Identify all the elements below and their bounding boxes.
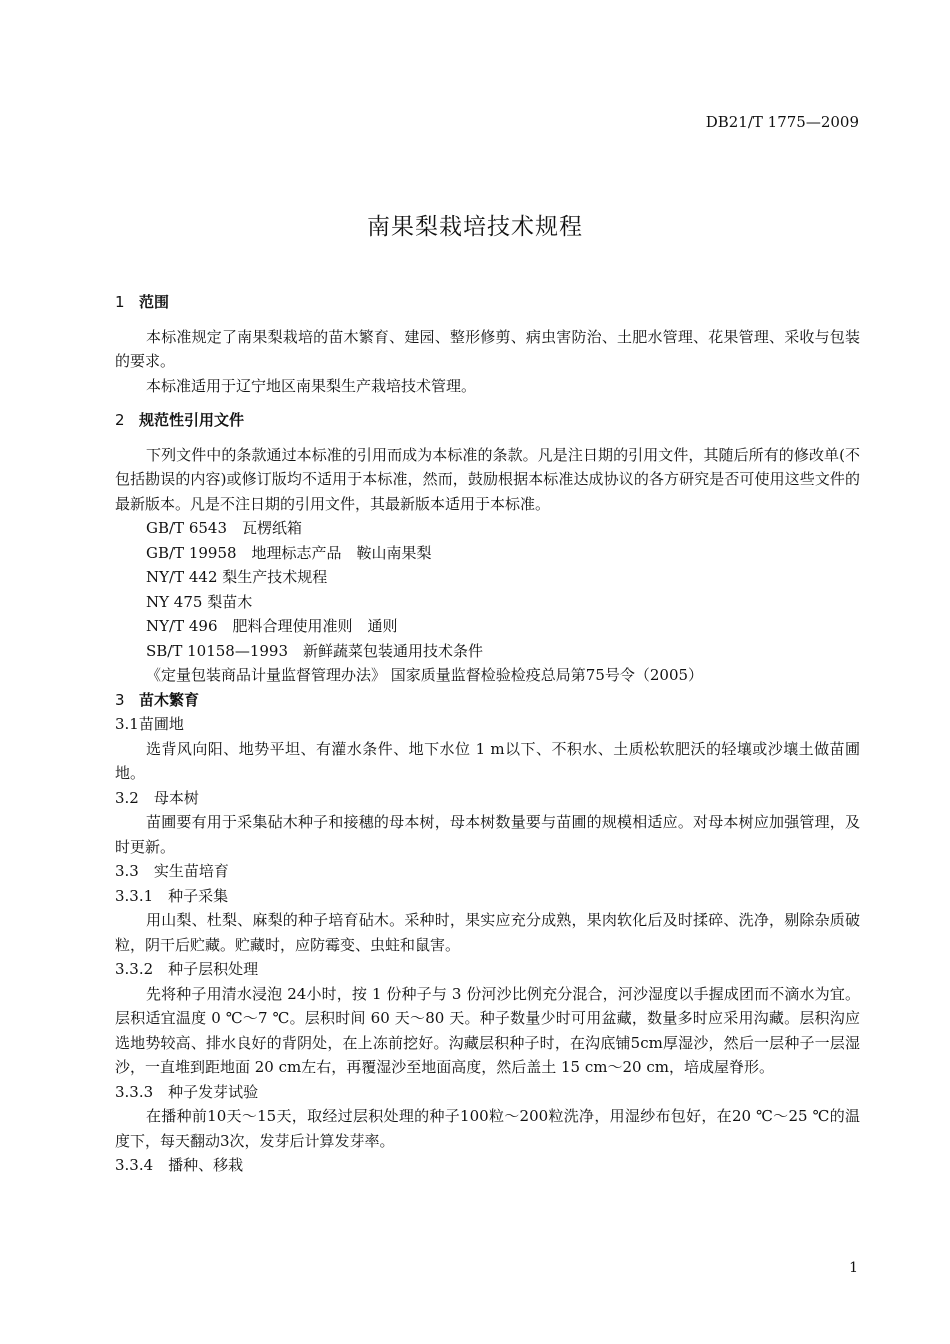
document-code: DB21/T 1775—2009: [705, 113, 859, 131]
paragraph: 本标准规定了南果梨栽培的苗木繁育、建园、整形修剪、病虫害防治、土肥水管理、花果管理、采收与包装的要求。: [115, 327, 860, 370]
subsection-heading: 3.1苗圃地: [115, 715, 184, 733]
paragraph: 本标准适用于辽宁地区南果梨生产栽培技术管理。: [146, 376, 477, 395]
document-body: [115, 290, 860, 1178]
section-number: 1: [115, 293, 125, 311]
section-3-heading: [115, 688, 860, 713]
section-title: 范围: [139, 293, 170, 311]
paragraph: 苗圃要有用于采集砧木种子和接穗的母本树，母本树数量要与苗圃的规模相适应。对母本树应加强管理，及时更新。: [115, 813, 860, 856]
section-title: 规范性引用文件: [139, 411, 245, 429]
reference-item: GB/T 6543 瓦楞纸箱: [146, 519, 303, 537]
section-2-heading: [115, 408, 860, 433]
paragraph: 先将种子用清水浸泡 24小时，按 1 份种子与 3 份河沙比例充分混合，河沙湿度以手握成团而不滴水为宜。层积适宜温度 0 ℃～7 ℃。层积时间 60 天～80 天。种子数量少时可用盆藏，数量多时应采用沟藏。层积沟应选地势较高、排水良好的背阴处，在上冻前挖好。沟藏层积种子时，在沟底铺5cm厚湿沙，然后一层种子一层湿沙，一直堆到距地面 20 cm左右，再覆湿沙至地面高度，然后盖土 15 cm～20 cm，培成屋脊形。: [115, 984, 860, 1076]
reference-item: GB/T 19958 地理标志产品 鞍山南果梨: [146, 543, 432, 562]
subsection-heading: 3.3.3 种子发芽试验: [115, 1082, 259, 1101]
subsection-heading: 3.3 实生苗培育: [115, 862, 229, 880]
paragraph: 选背风向阳、地势平坦、有灌水条件、地下水位 1 m以下、不积水、土质松软肥沃的轻壤或沙壤土做苗圃地。: [115, 739, 860, 782]
reference-item: 《定量包装商品计量监督管理办法》 国家质量监督检验检疫总局第75号令（2005）: [146, 666, 704, 684]
page-number: 1: [849, 1260, 858, 1276]
section-number: 3: [115, 690, 125, 709]
page-title: 南果梨栽培技术规程: [367, 214, 583, 240]
subsection-heading: 3.3.2 种子层积处理: [115, 960, 259, 978]
subsection-heading: 3.2 母本树: [115, 788, 199, 807]
section-number: 2: [115, 411, 125, 429]
reference-item: SB/T 10158—1993 新鲜蔬菜包装通用技术条件: [146, 641, 484, 660]
subsection-heading: 3.3.4 播种、移栽: [115, 1156, 244, 1174]
section-title: 苗木繁育: [139, 690, 200, 709]
paragraph: 下列文件中的条款通过本标准的引用而成为本标准的条款。凡是注日期的引用文件，其随后所有的修改单(不包括勘误的内容)或修订版均不适用于本标准，然而，鼓励根据本标准达成协议的各方研究是否可使用这些文件的最新版本。凡是不注日期的引用文件，其最新版本适用于本标准。: [115, 445, 860, 513]
reference-item: NY 475 梨苗木: [146, 592, 253, 611]
reference-item: NY/T 496 肥料合理使用准则 通则: [146, 617, 398, 635]
paragraph: 在播种前10天～15天，取经过层积处理的种子100粒～200粒洗净，用湿纱布包好，在20 ℃～25 ℃的温度下，每天翻动3次，发芽后计算发芽率。: [115, 1107, 860, 1150]
reference-item: NY/T 442 梨生产技术规程: [146, 568, 328, 586]
section-1-heading: [115, 290, 860, 315]
subsection-heading: 3.3.1 种子采集: [115, 886, 229, 905]
paragraph: 用山梨、杜梨、麻梨的种子培育砧木。采种时，果实应充分成熟，果肉软化后及时揉碎、洗净，剔除杂质破粒，阴干后贮藏。贮藏时，应防霉变、虫蛀和鼠害。: [115, 911, 860, 954]
